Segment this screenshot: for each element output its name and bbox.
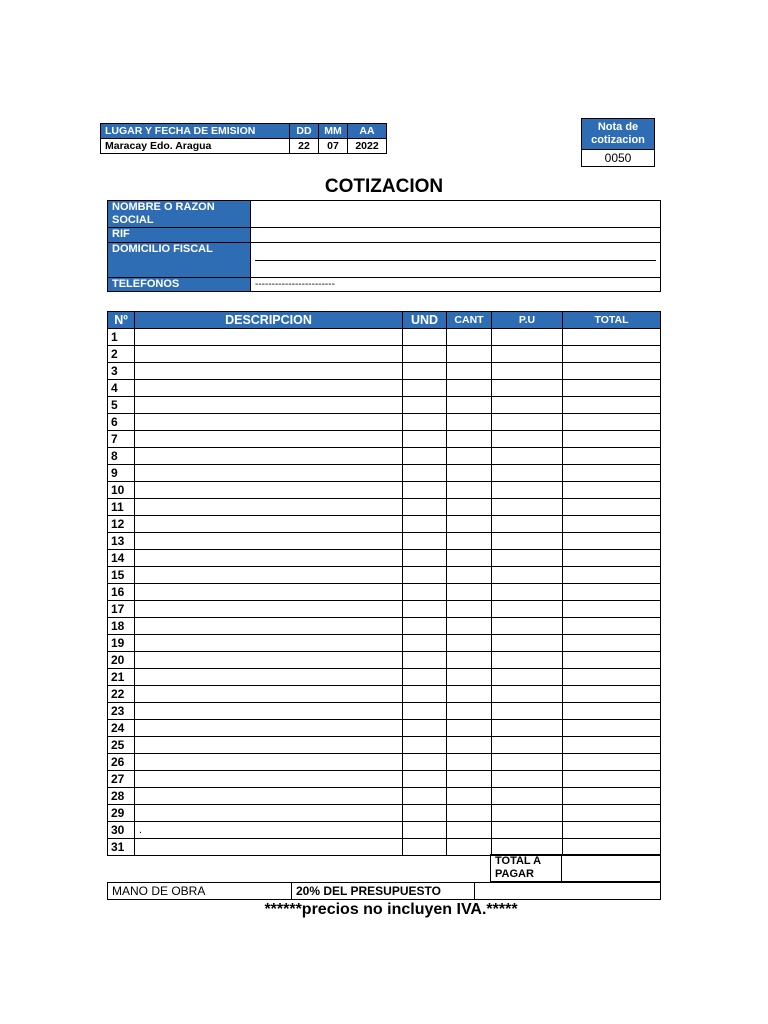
row-unit-price[interactable] <box>492 448 563 465</box>
row-description[interactable] <box>135 788 403 805</box>
labor-table <box>107 882 661 900</box>
row-unit[interactable] <box>403 397 447 414</box>
row-quantity[interactable] <box>447 737 492 754</box>
row-quantity[interactable] <box>447 584 492 601</box>
row-description[interactable] <box>135 414 403 431</box>
row-unit[interactable] <box>403 346 447 363</box>
total-row <box>107 855 661 882</box>
row-total[interactable] <box>563 686 661 703</box>
row-description[interactable] <box>135 482 403 499</box>
row-unit-price[interactable] <box>492 584 563 601</box>
row-unit[interactable] <box>403 618 447 635</box>
table-row <box>108 754 661 771</box>
row-description[interactable] <box>135 567 403 584</box>
row-description[interactable] <box>135 584 403 601</box>
items-header-row <box>108 312 661 329</box>
row-unit-price[interactable] <box>492 431 563 448</box>
table-row <box>108 414 661 431</box>
col-header-number: Nº <box>108 312 135 329</box>
row-number: 24 <box>108 720 135 737</box>
row-unit-price[interactable] <box>492 839 563 856</box>
row-number: 8 <box>108 448 135 465</box>
row-quantity[interactable] <box>447 601 492 618</box>
row-quantity[interactable] <box>447 550 492 567</box>
table-row <box>108 448 661 465</box>
row-quantity[interactable] <box>447 465 492 482</box>
row-unit[interactable] <box>403 839 447 856</box>
row-unit[interactable] <box>403 465 447 482</box>
row-unit-price[interactable] <box>492 397 563 414</box>
table-row <box>108 601 661 618</box>
table-row <box>108 482 661 499</box>
row-number: 11 <box>108 499 135 516</box>
row-total[interactable] <box>563 567 661 584</box>
row-number: 26 <box>108 754 135 771</box>
row-number: 25 <box>108 737 135 754</box>
client-address-value[interactable] <box>251 243 661 278</box>
row-unit-price[interactable] <box>492 550 563 567</box>
col-header-unit-price: P.U <box>492 312 563 329</box>
row-description[interactable] <box>135 618 403 635</box>
address-line <box>255 260 656 261</box>
row-unit-price[interactable] <box>492 499 563 516</box>
table-row <box>108 397 661 414</box>
row-unit-price[interactable] <box>492 737 563 754</box>
table-row <box>108 363 661 380</box>
client-name-label: NOMBRE O RAZON SOCIAL <box>108 201 251 228</box>
table-row <box>108 737 661 754</box>
row-unit[interactable] <box>403 329 447 346</box>
row-number: 19 <box>108 635 135 652</box>
client-phone-label: TELEFONOS <box>108 278 251 292</box>
row-number: 22 <box>108 686 135 703</box>
row-description[interactable] <box>135 703 403 720</box>
row-unit[interactable] <box>403 550 447 567</box>
row-quantity[interactable] <box>447 822 492 839</box>
row-total[interactable] <box>563 448 661 465</box>
row-number: 30 <box>108 822 135 839</box>
row-description[interactable] <box>135 720 403 737</box>
row-total[interactable] <box>563 346 661 363</box>
row-total[interactable] <box>563 839 661 856</box>
row-unit[interactable] <box>403 499 447 516</box>
table-row <box>108 329 661 346</box>
table-row <box>108 431 661 448</box>
row-unit-price[interactable] <box>492 482 563 499</box>
table-row <box>108 533 661 550</box>
row-unit-price[interactable] <box>492 822 563 839</box>
mm-value: 07 <box>319 139 348 154</box>
total-label: TOTAL A PAGAR <box>491 855 562 882</box>
nota-box <box>581 118 655 167</box>
row-total[interactable] <box>563 533 661 550</box>
row-total[interactable] <box>563 329 661 346</box>
document-title: COTIZACION <box>324 176 444 197</box>
row-quantity[interactable] <box>447 703 492 720</box>
row-unit[interactable] <box>403 805 447 822</box>
row-unit-price[interactable] <box>492 346 563 363</box>
row-total[interactable] <box>563 584 661 601</box>
place-date-header-row <box>101 124 387 139</box>
row-description[interactable] <box>135 499 403 516</box>
row-number: 14 <box>108 550 135 567</box>
client-info-table <box>107 200 661 292</box>
row-description[interactable] <box>135 686 403 703</box>
row-total[interactable] <box>563 601 661 618</box>
row-total[interactable] <box>563 516 661 533</box>
row-unit[interactable] <box>403 448 447 465</box>
col-header-unit: UND <box>403 312 447 329</box>
row-description[interactable] <box>135 805 403 822</box>
table-row <box>108 618 661 635</box>
row-description[interactable] <box>135 363 403 380</box>
row-number: 12 <box>108 516 135 533</box>
row-unit[interactable] <box>403 669 447 686</box>
row-number: 18 <box>108 618 135 635</box>
row-quantity[interactable] <box>447 805 492 822</box>
row-quantity[interactable] <box>447 329 492 346</box>
row-unit[interactable] <box>403 584 447 601</box>
client-name-row <box>108 201 661 228</box>
total-value[interactable] <box>562 855 661 882</box>
row-unit[interactable] <box>403 686 447 703</box>
mm-label: MM <box>319 124 348 139</box>
row-number: 31 <box>108 839 135 856</box>
col-header-total: TOTAL <box>563 312 661 329</box>
client-phone-value[interactable]: ------------------------ <box>251 278 661 292</box>
row-quantity[interactable] <box>447 754 492 771</box>
row-quantity[interactable] <box>447 431 492 448</box>
row-number: 16 <box>108 584 135 601</box>
row-number: 3 <box>108 363 135 380</box>
table-row <box>108 839 661 856</box>
table-row <box>108 516 661 533</box>
row-description[interactable] <box>135 329 403 346</box>
row-quantity[interactable] <box>447 771 492 788</box>
dd-value: 22 <box>290 139 319 154</box>
row-unit[interactable] <box>403 482 447 499</box>
row-quantity[interactable] <box>447 618 492 635</box>
row-unit-price[interactable] <box>492 618 563 635</box>
labor-extra[interactable] <box>475 883 661 900</box>
row-description[interactable] <box>135 448 403 465</box>
row-quantity[interactable] <box>447 788 492 805</box>
row-number: 13 <box>108 533 135 550</box>
row-total[interactable] <box>563 618 661 635</box>
row-description[interactable] <box>135 550 403 567</box>
row-unit-price[interactable] <box>492 669 563 686</box>
row-unit-price[interactable] <box>492 516 563 533</box>
total-table <box>107 854 661 882</box>
row-unit[interactable] <box>403 822 447 839</box>
place-value: Maracay Edo. Aragua <box>101 139 290 154</box>
row-unit[interactable] <box>403 380 447 397</box>
row-description[interactable] <box>135 431 403 448</box>
row-unit-price[interactable] <box>492 465 563 482</box>
nota-number: 0050 <box>604 151 632 165</box>
iva-note: ******precios no incluyen IVA.***** <box>264 901 518 918</box>
row-quantity[interactable] <box>447 720 492 737</box>
items-table <box>107 311 661 856</box>
col-header-quantity: CANT <box>447 312 492 329</box>
row-unit-price[interactable] <box>492 788 563 805</box>
row-number: 1 <box>108 329 135 346</box>
row-total[interactable] <box>563 669 661 686</box>
table-row <box>108 346 661 363</box>
row-unit-price[interactable] <box>492 635 563 652</box>
row-number: 20 <box>108 652 135 669</box>
row-quantity[interactable] <box>447 533 492 550</box>
items-body <box>108 329 661 856</box>
client-address-label: DOMICILIO FISCAL <box>108 243 251 278</box>
row-number: 6 <box>108 414 135 431</box>
client-rif-value[interactable] <box>251 228 661 243</box>
row-number: 15 <box>108 567 135 584</box>
client-rif-row <box>108 228 661 243</box>
row-quantity[interactable] <box>447 669 492 686</box>
row-unit-price[interactable] <box>492 771 563 788</box>
row-unit[interactable] <box>403 652 447 669</box>
row-total[interactable] <box>563 788 661 805</box>
row-number: 4 <box>108 380 135 397</box>
table-row <box>108 669 661 686</box>
row-total[interactable] <box>563 465 661 482</box>
row-total[interactable] <box>563 805 661 822</box>
row-unit[interactable] <box>403 720 447 737</box>
row-quantity[interactable] <box>447 414 492 431</box>
row-unit-price[interactable] <box>492 720 563 737</box>
place-label: LUGAR Y FECHA DE EMISION <box>101 124 290 139</box>
row-number: 21 <box>108 669 135 686</box>
client-phone-row <box>108 278 661 292</box>
row-unit[interactable] <box>403 363 447 380</box>
table-row <box>108 567 661 584</box>
client-address-row <box>108 243 661 278</box>
row-unit-price[interactable] <box>492 686 563 703</box>
place-date-value-row <box>101 139 387 154</box>
row-number: 7 <box>108 431 135 448</box>
row-description[interactable] <box>135 380 403 397</box>
row-unit[interactable] <box>403 516 447 533</box>
row-unit-price[interactable] <box>492 363 563 380</box>
row-unit[interactable] <box>403 788 447 805</box>
row-number: 5 <box>108 397 135 414</box>
row-unit-price[interactable] <box>492 805 563 822</box>
row-unit-price[interactable] <box>492 414 563 431</box>
row-unit-price[interactable] <box>492 380 563 397</box>
row-unit-price[interactable] <box>492 703 563 720</box>
row-quantity[interactable] <box>447 482 492 499</box>
row-total[interactable] <box>563 754 661 771</box>
row-description[interactable] <box>135 516 403 533</box>
address-lines <box>251 243 660 277</box>
row-number: 9 <box>108 465 135 482</box>
row-total[interactable] <box>563 431 661 448</box>
row-unit[interactable] <box>403 754 447 771</box>
table-row <box>108 788 661 805</box>
labor-row <box>108 883 661 900</box>
row-quantity[interactable] <box>447 380 492 397</box>
row-unit[interactable] <box>403 431 447 448</box>
row-total[interactable] <box>563 482 661 499</box>
row-quantity[interactable] <box>447 516 492 533</box>
row-total[interactable] <box>563 414 661 431</box>
row-quantity[interactable] <box>447 635 492 652</box>
row-quantity[interactable] <box>447 686 492 703</box>
row-unit-price[interactable] <box>492 652 563 669</box>
row-total[interactable] <box>563 652 661 669</box>
row-description[interactable] <box>135 346 403 363</box>
aa-value: 2022 <box>348 139 387 154</box>
row-number: 2 <box>108 346 135 363</box>
nota-label: Nota de cotizacion <box>582 119 654 150</box>
table-row <box>108 686 661 703</box>
table-row <box>108 380 661 397</box>
table-row <box>108 550 661 567</box>
row-quantity[interactable] <box>447 346 492 363</box>
row-description[interactable] <box>135 652 403 669</box>
table-row <box>108 584 661 601</box>
row-description[interactable] <box>135 737 403 754</box>
row-description[interactable] <box>135 754 403 771</box>
table-row <box>108 499 661 516</box>
row-unit[interactable] <box>403 737 447 754</box>
place-date-table <box>100 123 387 154</box>
row-unit[interactable] <box>403 703 447 720</box>
row-total[interactable] <box>563 822 661 839</box>
row-total[interactable] <box>563 737 661 754</box>
row-unit[interactable] <box>403 771 447 788</box>
row-description[interactable] <box>135 635 403 652</box>
row-description[interactable] <box>135 669 403 686</box>
client-rif-label: RIF <box>108 228 251 243</box>
row-description[interactable] <box>135 601 403 618</box>
row-quantity[interactable] <box>447 499 492 516</box>
row-description[interactable] <box>135 397 403 414</box>
aa-label: AA <box>348 124 387 139</box>
row-total[interactable] <box>563 550 661 567</box>
row-quantity[interactable] <box>447 567 492 584</box>
table-row <box>108 703 661 720</box>
row-total[interactable] <box>563 771 661 788</box>
row-unit-price[interactable] <box>492 754 563 771</box>
row-quantity[interactable] <box>447 652 492 669</box>
row-description[interactable] <box>135 465 403 482</box>
row-unit-price[interactable] <box>492 533 563 550</box>
row-total[interactable] <box>563 499 661 516</box>
row-unit[interactable] <box>403 601 447 618</box>
row-number: 17 <box>108 601 135 618</box>
row-unit[interactable] <box>403 567 447 584</box>
row-unit[interactable] <box>403 635 447 652</box>
row-description[interactable] <box>135 533 403 550</box>
row-description[interactable] <box>135 839 403 856</box>
table-row <box>108 652 661 669</box>
table-row <box>108 720 661 737</box>
client-name-value[interactable] <box>251 201 661 228</box>
labor-label: MANO DE OBRA <box>108 883 292 900</box>
row-quantity[interactable] <box>447 448 492 465</box>
row-number: 27 <box>108 771 135 788</box>
row-total[interactable] <box>563 363 661 380</box>
row-total[interactable] <box>563 397 661 414</box>
row-unit[interactable] <box>403 414 447 431</box>
row-description[interactable] <box>135 771 403 788</box>
col-header-description: DESCRIPCION <box>135 312 403 329</box>
row-total[interactable] <box>563 720 661 737</box>
table-row <box>108 771 661 788</box>
row-quantity[interactable] <box>447 397 492 414</box>
row-unit-price[interactable] <box>492 567 563 584</box>
total-spacer <box>107 855 491 882</box>
dd-label: DD <box>290 124 319 139</box>
row-number: 10 <box>108 482 135 499</box>
row-number: 28 <box>108 788 135 805</box>
labor-value: 20% DEL PRESUPUESTO <box>292 883 475 900</box>
table-row <box>108 805 661 822</box>
row-number: 23 <box>108 703 135 720</box>
row-total[interactable] <box>563 635 661 652</box>
row-number: 29 <box>108 805 135 822</box>
row-quantity[interactable] <box>447 363 492 380</box>
table-row <box>108 465 661 482</box>
row-unit-price[interactable] <box>492 329 563 346</box>
table-row <box>108 635 661 652</box>
row-unit[interactable] <box>403 533 447 550</box>
row-unit-price[interactable] <box>492 601 563 618</box>
row-total[interactable] <box>563 380 661 397</box>
row-total[interactable] <box>563 703 661 720</box>
row-description[interactable]: . <box>135 822 403 839</box>
row-quantity[interactable] <box>447 839 492 856</box>
table-row <box>108 822 661 839</box>
